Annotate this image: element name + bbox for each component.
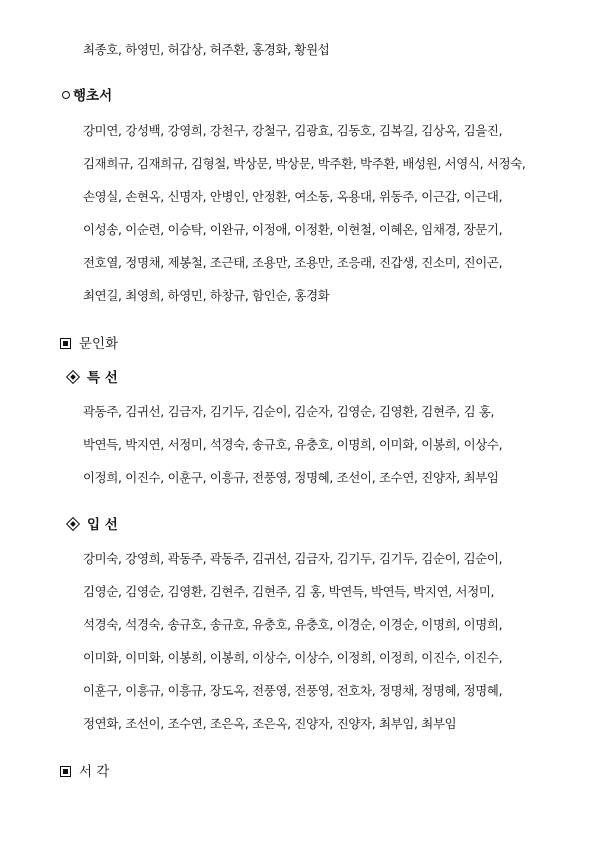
list-line: 석경숙, 석경숙, 송규호, 송규호, 유충호, 유충호, 이경순, 이경순, 이명희, 이명희, [83, 617, 503, 632]
list-line: 전호열, 정명채, 제봉철, 조근태, 조용만, 조용만, 조응래, 진갑생, 진소미, 진이곤, [83, 255, 503, 270]
diamond-bullet-icon [66, 370, 80, 384]
list-line: 정연화, 조선이, 조수연, 조은옥, 조은옥, 진양자, 진양자, 최부임, 최부임 [83, 716, 457, 731]
section-heading-muninhwa [60, 335, 118, 353]
list-line: 이미화, 이미화, 이봉희, 이봉희, 이상수, 이상수, 이정희, 이정희, 이진수, 이진수, [83, 650, 503, 665]
square-bullet-icon [60, 766, 71, 777]
subsection-heading-ipseon [65, 516, 118, 534]
subsection-title: 특 선 [87, 370, 118, 386]
section-heading-haengchoseo [62, 87, 112, 105]
list-line: 이정희, 이진수, 이훈구, 이흥규, 전풍영, 정명혜, 조선이, 조수연, 진양자, 최부임 [83, 470, 499, 485]
list-line: 김재희규, 김재희규, 김형철, 박상문, 박상문, 박주환, 박주환, 배성원, 서영식, 서정숙, [83, 156, 526, 171]
list-line: 이훈구, 이흥규, 이흥규, 장도옥, 전풍영, 전풍영, 전호차, 정명채, 정명혜, 정명혜, [83, 683, 503, 698]
subsection-heading-teukseon [65, 369, 118, 387]
list-line: 최종호, 하영민, 허갑상, 허주환, 홍경화, 황원섭 [83, 42, 330, 57]
list-line: 김영순, 김영순, 김영환, 김현주, 김현주, 김 홍, 박연득, 박연득, 박지연, 서정미, [83, 584, 495, 599]
list-line: 최연길, 최영희, 하영민, 하창규, 함인순, 홍경화 [83, 288, 330, 303]
subsection-title: 입 선 [87, 517, 118, 533]
list-line: 박연득, 박지연, 서정미, 석경숙, 송규호, 유충호, 이명희, 이미화, 이봉희, 이상수, [83, 437, 503, 452]
circle-bullet-icon [62, 91, 70, 99]
section-title: 문인화 [79, 336, 119, 352]
list-line: 강미연, 강성백, 강영희, 강천구, 강철구, 김광효, 김동호, 김복길, 김상옥, 김을진, [83, 123, 503, 138]
list-line: 곽동주, 김귀선, 김금자, 김기두, 김순이, 김순자, 김영순, 김영환, 김현주, 김 홍, [83, 404, 495, 419]
section-title: 서 각 [79, 764, 110, 780]
list-line: 손영실, 손현옥, 신명자, 안병인, 안정환, 여소동, 옥용대, 위동주, 이근갑, 이근대, [83, 189, 503, 204]
list-line: 이성송, 이순련, 이승탁, 이완규, 이정애, 이정환, 이현철, 이혜온, 임채경, 장문기, [83, 222, 503, 237]
square-bullet-icon [60, 338, 71, 349]
diamond-bullet-icon [66, 517, 80, 531]
section-title: 행초서 [73, 88, 113, 104]
section-heading-seogak [60, 763, 109, 781]
list-line: 강미숙, 강영희, 곽동주, 곽동주, 김귀선, 김금자, 김기두, 김기두, 김순이, 김순이, [83, 551, 503, 566]
